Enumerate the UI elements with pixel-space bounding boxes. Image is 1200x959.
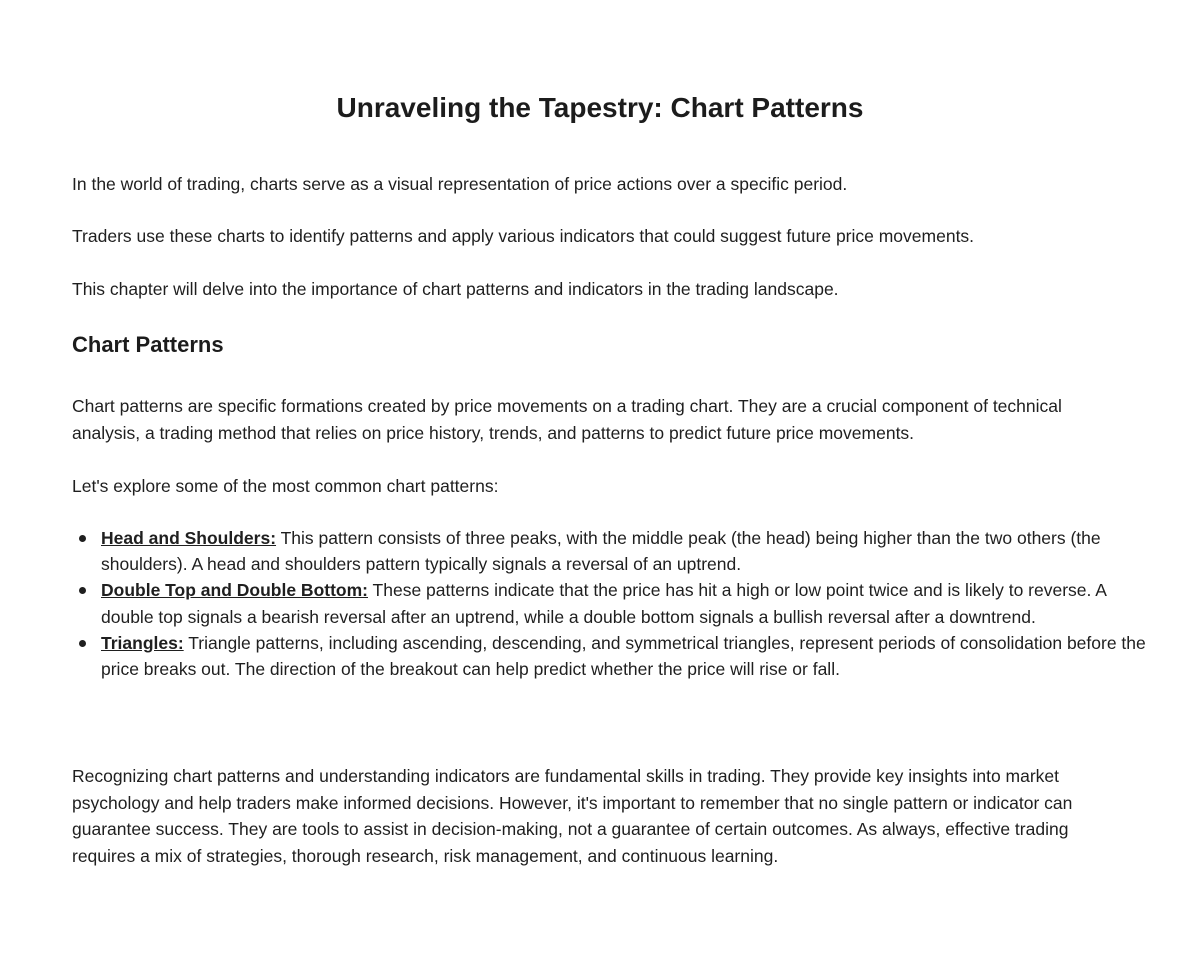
pattern-term: Triangles: (101, 632, 184, 653)
list-item (101, 630, 1161, 682)
list-item (101, 577, 1161, 629)
bullet-icon (79, 535, 86, 542)
page-title: Unraveling the Tapestry: Chart Patterns (336, 92, 864, 123)
intro-paragraph: In the world of trading, charts serve as a visual representation of price actions over a specific period. (72, 174, 848, 194)
section-paragraph: Chart patterns are specific formations created by price movements on a trading chart. They are a crucial component of technical analysis, a trading method that relies on price history, trends, and patterns to predict future price movements. (72, 396, 1062, 443)
section-paragraph: Let's explore some of the most common chart patterns: (72, 476, 499, 496)
conclusion-paragraph: Recognizing chart patterns and understanding indicators are fundamental skills in trading. They provide key insights into market psychology and help traders make informed decisions. However, it's important to remember that no single pattern or indicator can guarantee success. They are tools to assist in decision-making, not a guarantee of certain outcomes. As always, effective trading requires a mix of strategies, thorough research, risk management, and continuous learning. (72, 766, 1073, 866)
intro-paragraph: This chapter will delve into the importance of chart patterns and indicators in the trading landscape. (72, 279, 839, 299)
pattern-term: Head and Shoulders: (101, 528, 277, 548)
list-item (101, 525, 1161, 577)
bullet-icon (79, 640, 86, 647)
section-heading: Chart Patterns (72, 332, 224, 357)
bullet-icon (79, 587, 86, 594)
pattern-term: Double Top and Double Bottom: (101, 580, 368, 601)
pattern-description: Triangle patterns, including ascending, descending, and symmetrical triangles, represent periods of consolidation before the price breaks out. The direction of the breakout can help predict whether the price will rise or fall. (101, 632, 1146, 680)
pattern-description: This pattern consists of three peaks, with the middle peak (the head) being higher than the two others (the shoulders). A head and shoulders pattern typically signals a reversal of an uptrend. (101, 528, 1101, 575)
pattern-list (72, 525, 1161, 682)
pattern-description: These patterns indicate that the price has hit a high or low point twice and is likely to reverse. A double top signals a bearish reversal after an uptrend, while a double bottom signals a bullish reversal after a downtrend. (101, 580, 1106, 627)
intro-paragraph: Traders use these charts to identify patterns and apply various indicators that could suggest future price movements. (72, 226, 975, 246)
